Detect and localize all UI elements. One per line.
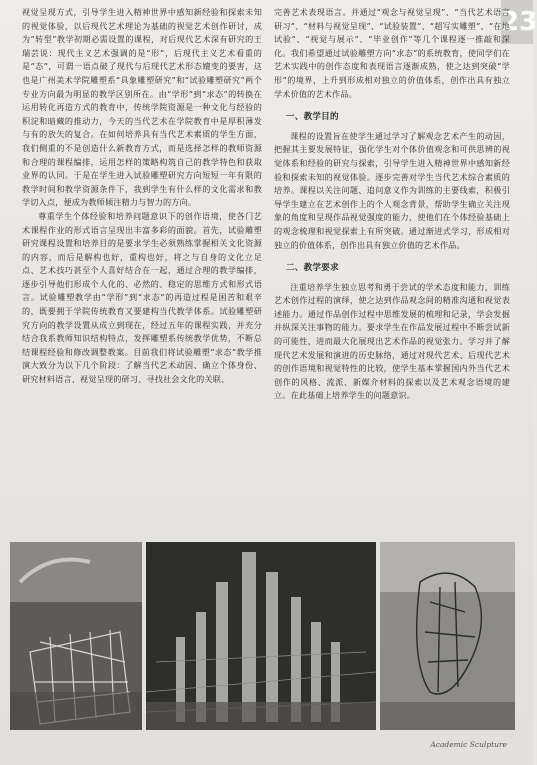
body-paragraph: 课程的设置旨在使学生通过学习了解观念艺术产生的动因，把握其主要发展特征，强化学生对个体价值观念和可供思辨的视觉体系和经验的研究与探索，引导学生进入精神世界中感知新经验和探索未知的视觉体验。逐步完善对学生当代艺术综合素质的培养。课程以关注问题、追问意义作为训练的主要线索，积极引导学生建立在艺术创作上的个人观念背景，帮助学生确立关注现象的角度和呈现作品视觉强度的能力，使他们在个体经验基础上的观念梳理和视觉探索上有所突破。通过渐进式学习，形成相对独立的价值体系，创作出具有独立价值的艺术作品。 <box>274 130 510 250</box>
section-heading: 一、教学目的 <box>286 112 339 123</box>
body-paragraph: 视觉呈现方式，引导学生进入精神世界中感知新经验和探索未知的视觉体验，以后现代艺术理论为基础的视觉艺术创作研讨，成为“转型”教学初期必需设置的课程，对后现代艺术深有研究的王瑞芸说：现代主义艺术强调的是“形”，后现代主义艺术看重的是“态”，可谓一语点破了现代与后现代艺术形态嬗变的要害，这也是广州美术学院雕塑系“具象雕塑研究”和“试验雕塑研究”两个专业方向最为明显的教学区别所在。由“学形”到“求态”的转换在运用转化再造方式的教育中，传统学院资源是一种文化与经验的积淀和暗藏的推动力，今天的当代艺术在学院教育中是厚积薄发与有的放矢的复合。在如何培养具有当代艺术素质的学生方面，我们侧重的不是创造什么新教育方式，而是选择怎样的教师资源和合理的课程编排，运用怎样的策略构筑自己的教学特色和获取业界的认同。于是在学生进入试验雕塑研究方向短短一年有限的教学时间和教学资源条件下，我到学生有什么样的文化需求和教学切入点，便成为教师倾注精力与智力的方向。 <box>22 7 262 208</box>
body-paragraph: 完善艺术表现语言。并通过“观念与视觉呈现”、“当代艺术语言研习”、“材料与视觉呈现”、“试验装置”、“超写实雕塑”、“在地试验”、“视觉与展示”、“毕业创作”等几个课程逐一推敲和深化。我们希望通过试验雕塑方向“求态”的系统教育，使同学们在艺术实践中的创作态度和表现语言逐渐成熟，使之达到突破“学形”的境界，上升到形成相对独立的价值体系，创作出具有独立学术价值的艺术作品。 <box>274 7 510 99</box>
body-paragraph: 尊重学生个体经验和培养问题意识下的创作语境，使各门艺术课程作业的形式语言呈现出丰富多彩的面貌。首先，试验雕塑研究课程设置和培养目的是要求学生必须熟练掌握相关文化资源的内容，而后是解构也好，重构也好，将之与自身的文化立足点、艺术技巧甚至个人喜好结合在一起，通过合理的教学编排，逐步引导他们形成个人化的、必然的、稳定的思维方式和形式语言。试验雕塑教学由“学形”到“求态”的再造过程是困苦和艰辛的，既要拥于学院传统教育又要建构当代教学体系。试验雕塑研究方向的教学设置从成立到现在，经过五年的课程实践，并充分结合我系教师知识结构特点，发挥雕塑系传统教学优势，不断总结课程经验和修改调整教案。目前我们将试验雕塑“求态”教学推演大致分为以下几个阶段：了解当代艺术动因、确立个体身份、研究材料语言、视觉呈现的研习、寻找社会文化的关联、 <box>22 210 262 385</box>
right-text-column <box>274 6 510 403</box>
studio-wire-structure-photo <box>10 542 142 730</box>
section-heading: 二、教学要求 <box>286 263 339 274</box>
magazine-footer-brand: Academic Sculpture <box>430 740 507 749</box>
photo-strip <box>10 542 515 730</box>
left-text-column <box>22 6 262 387</box>
page-number: 23 <box>501 0 533 44</box>
body-paragraph: 注重培养学生独立思考和勇于尝试的学术态度和能力，训练艺术创作过程的演绎，使之达到作品观念间的精准沟通和视觉表述能力。通过作品创作过程中思维发展的梳理和记录，学会发掘并纵深关注事物的能力。要求学生在作品发展过程中不断尝试新的可能性，进而最大化展现出艺术作品的视觉张力。学习并了解现代艺术发展和演进的历史脉络，通过对现代艺术、后现代艺术的创作语境和视觉特性的比较，使学生基本掌握国内外当代艺术创作的风格、流派、新媒介材料的探索以及艺术观念语境的建立。在此基础上培养学生的问题意识。 <box>274 281 510 401</box>
wire-sculpture-photo <box>380 542 515 730</box>
tower-model-installation-photo <box>146 542 376 730</box>
